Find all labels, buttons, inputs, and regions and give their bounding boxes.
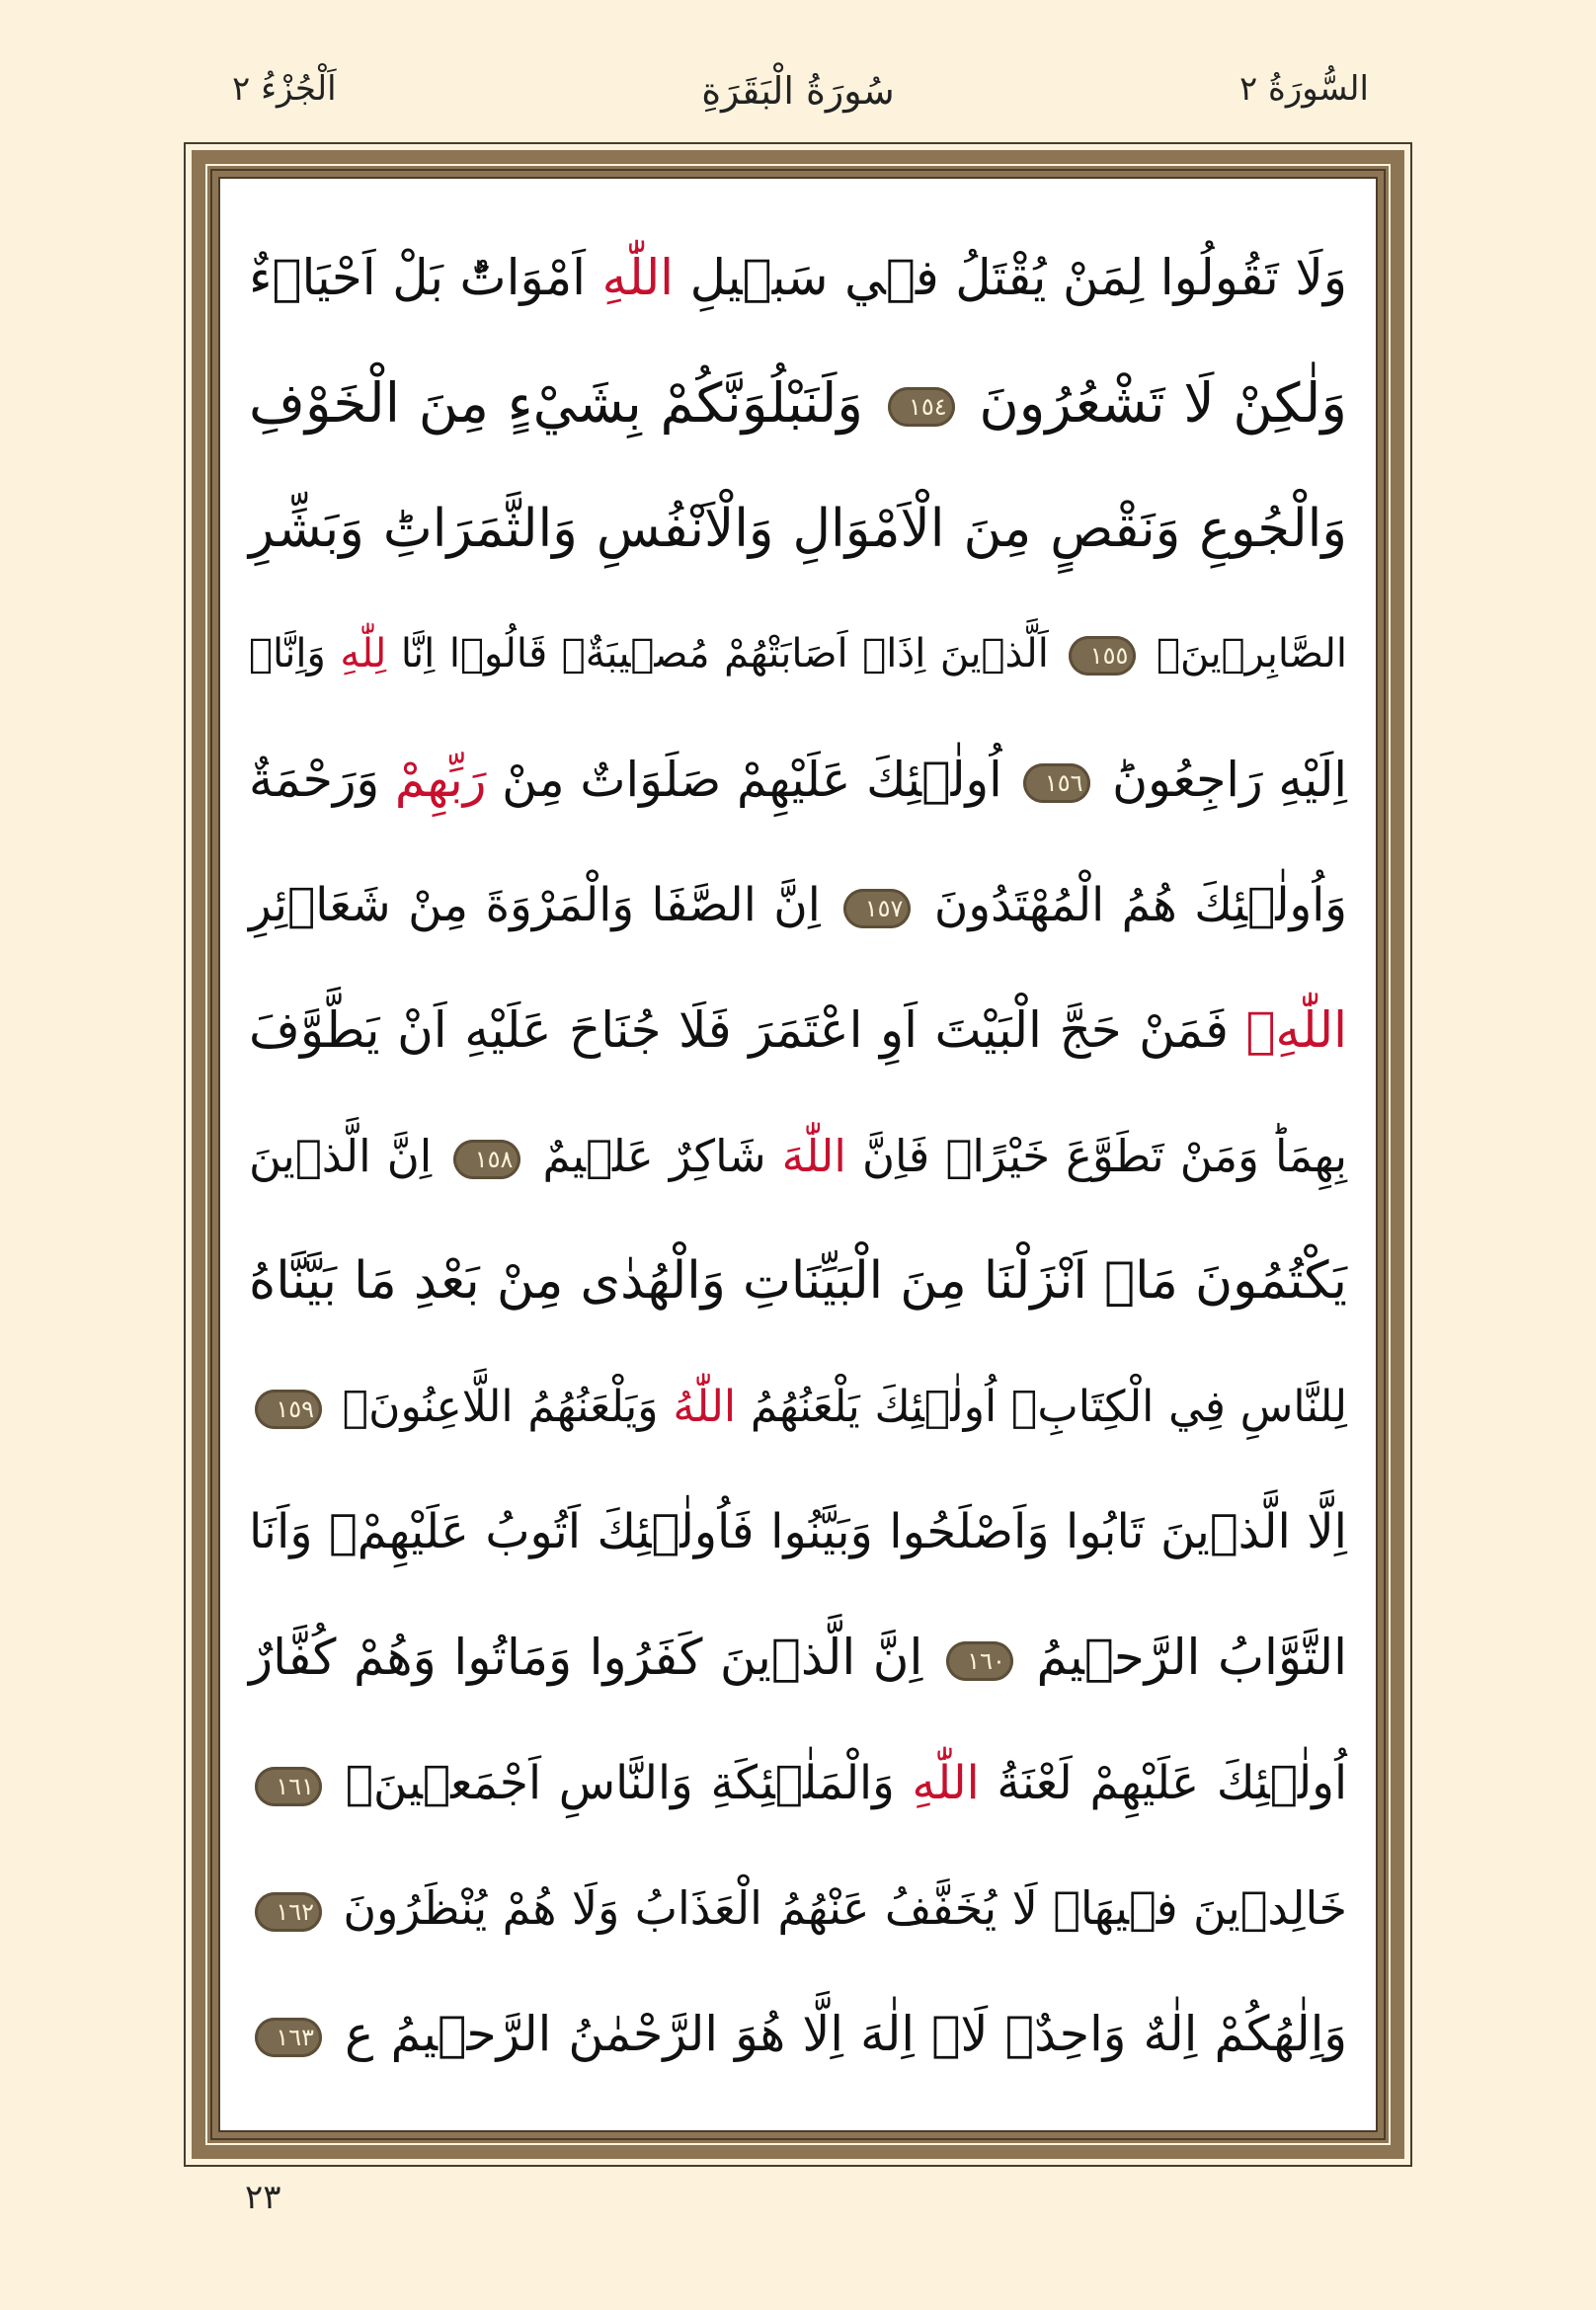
verse-text: خَالِدٖينَ فٖيهَاۚ لَا يُخَفَّفُ عَنْهُمُ الْعَذَابُ وَلَا هُمْ يُنْظَرُونَ [328,1881,1347,1935]
divine-name-text: اللّٰهُ [673,1382,737,1432]
verse-line [249,1470,1347,1595]
verse-text: وَاِنَّاۤ [249,631,341,677]
verse-line [249,1595,1347,1720]
ayah-number-marker: ١٥٩ [255,1390,322,1429]
sura-number-label: السُّورَةُ ٢ [1238,69,1369,109]
divine-name-text: لِلّٰهِ [340,631,387,677]
verse-text: وَالْجُوعِ وَنَقْصٍ مِنَ الْاَمْوَالِ وَالْاَنْفُسِ وَالثَّمَرَاتِؕ وَبَشِّرِ [249,499,1347,559]
verse-text: يَكْتُمُونَ مَاۤ اَنْزَلْنَا مِنَ الْبَيِّنَاتِ وَالْهُدٰى مِنْ بَعْدِ مَا بَيَّنَّاهُ [249,1251,1347,1311]
sura-name-title: سُورَةُ الْبَقَرَةِ [701,69,895,113]
divine-name-text: اللّٰهَ [781,1130,846,1182]
divine-name-text: اللّٰهِ [601,249,675,306]
ayah-number-marker: ١٥٥ [1069,636,1136,676]
verse-text: بِهِمَاؕ وَمَنْ تَطَوَّعَ خَيْرًاۙ فَاِنَّ [845,1130,1347,1182]
verse-text: وَلَا تَقُولُوا لِمَنْ يُقْتَلُ فٖي سَبٖيلِ [674,249,1347,306]
verse-line [249,1846,1347,1971]
verse-text: لِلنَّاسِ فِي الْكِتَابِۙ اُولٰۤئِكَ يَلْعَنُهُمُ [736,1382,1348,1432]
verse-text: وَرَحْمَةٌ [249,752,395,808]
verse-line [249,215,1347,341]
verse-text: اِلَيْهِ رَاجِعُونَؕ [1096,752,1347,808]
verse-text: اِنَّ الَّذٖينَ [249,1130,448,1182]
verse-line [249,1093,1347,1219]
verse-text: الصَّابِرٖينَۙ [1142,631,1348,677]
ayah-number-marker: ١٦١ [255,1767,322,1806]
verse-text: اِنَّ الَّذٖينَ كَفَرُوا وَمَاتُوا وَهُمْ كُفَّارٌ [249,1629,940,1686]
verse-text: اِلَّا الَّذٖينَ تَابُوا وَاَصْلَحُوا وَبَيَّنُوا فَاُولٰۤئِكَ اَتُوبُ عَلَيْهِمْۚ وَاَنَا [249,1504,1347,1559]
verse-text: وَاُولٰۤئِكَ هُمُ الْمُهْتَدُونَ [917,878,1347,932]
page-header [0,69,1596,128]
ayah-number-marker: ١٥٦ [1023,763,1090,803]
verse-line [249,1720,1347,1846]
verse-line [249,1971,1347,2097]
juz-label: اَلْجُزْءُ ٢ [232,69,337,109]
verse-text: شَاكِرٌ عَلٖيمٌ [526,1130,782,1182]
verse-line [249,717,1347,842]
verse-text: اُولٰۤئِكَ عَلَيْهِمْ لَعْنَةُ [979,1756,1347,1810]
verse-text: وَاِلٰهُكُمْ اِلٰهٌ وَاحِدٌۚ لَاۤ اِلٰهَ اِلَّا هُوَ الرَّحْمٰنُ الرَّحٖيمُ ع [328,2006,1347,2062]
verse-line [249,1344,1347,1470]
verse-text: وَالْمَلٰۤئِكَةِ وَالنَّاسِ اَجْمَعٖينَۙ [328,1756,913,1810]
ayah-number-marker: ١٥٧ [843,889,911,928]
verse-text: وَلٰكِنْ لَا تَشْعُرُونَ [960,371,1347,435]
ayah-number-marker: ١٦٠ [946,1641,1013,1681]
verse-text: اِنَّ الصَّفَا وَالْمَرْوَةَ مِنْ شَعَاۤئِرِ [249,878,838,932]
verse-text: وَيَلْعَنُهُمُ اللَّاعِنُونَۙ [328,1382,674,1432]
verse-line [249,592,1347,717]
ayah-number-marker: ١٦٢ [255,1892,322,1932]
ayah-number-marker: ١٥٤ [888,387,955,427]
verse-text: وَلَنَبْلُوَنَّكُمْ بِشَيْءٍ مِنَ الْخَوْفِ [249,371,882,435]
divine-name-text: اللّٰهِۚ [1245,1001,1347,1059]
verse-text: اُولٰۤئِكَ عَلَيْهِمْ صَلَوَاتٌ مِنْ [486,752,1018,808]
verse-line [249,842,1347,968]
divine-name-text: رَبِّهِمْ [394,752,487,808]
ayah-number-marker: ١٦٣ [255,2018,322,2057]
verse-line [249,1219,1347,1344]
verse-text: اَمْوَاتٌؕ بَلْ اَحْيَاۤءٌ [249,249,602,306]
ayah-number-marker: ١٥٨ [453,1140,520,1179]
verse-text-block [249,215,1347,2102]
verse-text: التَّوَّابُ الرَّحٖيمُ [1018,1629,1347,1686]
verse-text: فَمَنْ حَجَّ الْبَيْتَ اَوِ اعْتَمَرَ فَلَا جُنَاحَ عَلَيْهِ اَنْ يَطَّوَّفَ [249,1001,1246,1059]
verse-line [249,968,1347,1093]
verse-line [249,341,1347,466]
verse-line [249,466,1347,592]
verse-text: اَلَّذٖينَ اِذَاۤ اَصَابَتْهُمْ مُصٖيبَةٌۙ قَالُوۤا اِنَّا [386,631,1064,677]
page-number: ٢٣ [245,2178,281,2217]
divine-name-text: اللّٰهِ [912,1756,980,1810]
